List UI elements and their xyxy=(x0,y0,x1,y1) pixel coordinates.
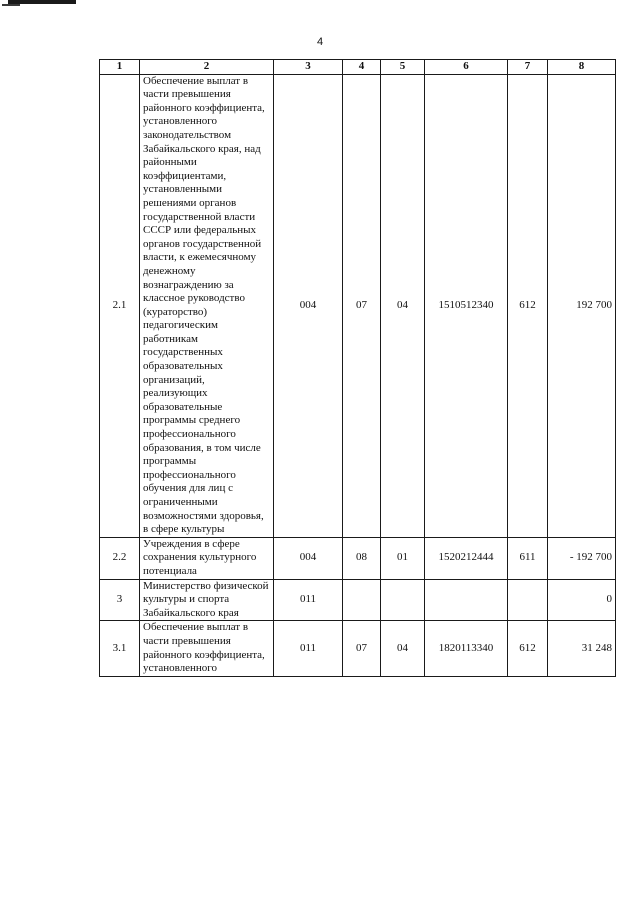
row-description: Обеспечение выплат в части превышения районного коэффициента, установленного законодательством Забайкальского края, над районными коэффициентами, установленными решениями органов государственной власти СССР или федеральных органов государственной власти, к ежемесячному денежному вознаграждению за классное руководство (кураторство) педагогическим работникам государственных образовательных организаций, реализующих образовательные программы среднего профессионального образования, в том числе программы профессионального обучения для лиц с ограниченными возможностями здоровья, в сфере культуры xyxy=(140,74,274,537)
cell-col3: 004 xyxy=(274,537,343,579)
row-number: 3.1 xyxy=(100,621,140,676)
table-row xyxy=(100,579,616,621)
cell-col5: 04 xyxy=(381,74,425,537)
scan-edge-mark-small xyxy=(2,4,20,6)
row-description: Обеспечение выплат в части превышения районного коэффициента, установленного xyxy=(140,621,274,676)
cell-col4: 07 xyxy=(343,74,381,537)
budget-table xyxy=(99,59,616,677)
cell-col5: 01 xyxy=(381,537,425,579)
row-number: 3 xyxy=(100,579,140,621)
row-description: Министерство физической культуры и спорта Забайкальского края xyxy=(140,579,274,621)
column-header: 6 xyxy=(425,60,508,75)
cell-col6: 1520212444 xyxy=(425,537,508,579)
cell-col7: 612 xyxy=(508,74,548,537)
column-header: 8 xyxy=(548,60,616,75)
table-row xyxy=(100,74,616,537)
cell-col5: 04 xyxy=(381,621,425,676)
cell-col7: 612 xyxy=(508,621,548,676)
cell-col7: 611 xyxy=(508,537,548,579)
table-header-row xyxy=(100,60,616,75)
cell-col3: 011 xyxy=(274,621,343,676)
column-header: 2 xyxy=(140,60,274,75)
column-header: 5 xyxy=(381,60,425,75)
table-row xyxy=(100,621,616,676)
cell-amount: 31 248 xyxy=(548,621,616,676)
column-header: 7 xyxy=(508,60,548,75)
column-header: 1 xyxy=(100,60,140,75)
cell-col7 xyxy=(508,579,548,621)
cell-col6 xyxy=(425,579,508,621)
row-number: 2.2 xyxy=(100,537,140,579)
cell-col3: 011 xyxy=(274,579,343,621)
cell-col4: 08 xyxy=(343,537,381,579)
cell-col4 xyxy=(343,579,381,621)
column-header: 4 xyxy=(343,60,381,75)
cell-amount: 192 700 xyxy=(548,74,616,537)
cell-col6: 1510512340 xyxy=(425,74,508,537)
row-description: Учреждения в сфере сохранения культурного потенциала xyxy=(140,537,274,579)
cell-col3: 004 xyxy=(274,74,343,537)
column-header: 3 xyxy=(274,60,343,75)
page-number: 4 xyxy=(316,36,324,48)
cell-amount: 0 xyxy=(548,579,616,621)
cell-col6: 1820113340 xyxy=(425,621,508,676)
cell-col5 xyxy=(381,579,425,621)
cell-amount: - 192 700 xyxy=(548,537,616,579)
row-number: 2.1 xyxy=(100,74,140,537)
cell-col4: 07 xyxy=(343,621,381,676)
table-row xyxy=(100,537,616,579)
